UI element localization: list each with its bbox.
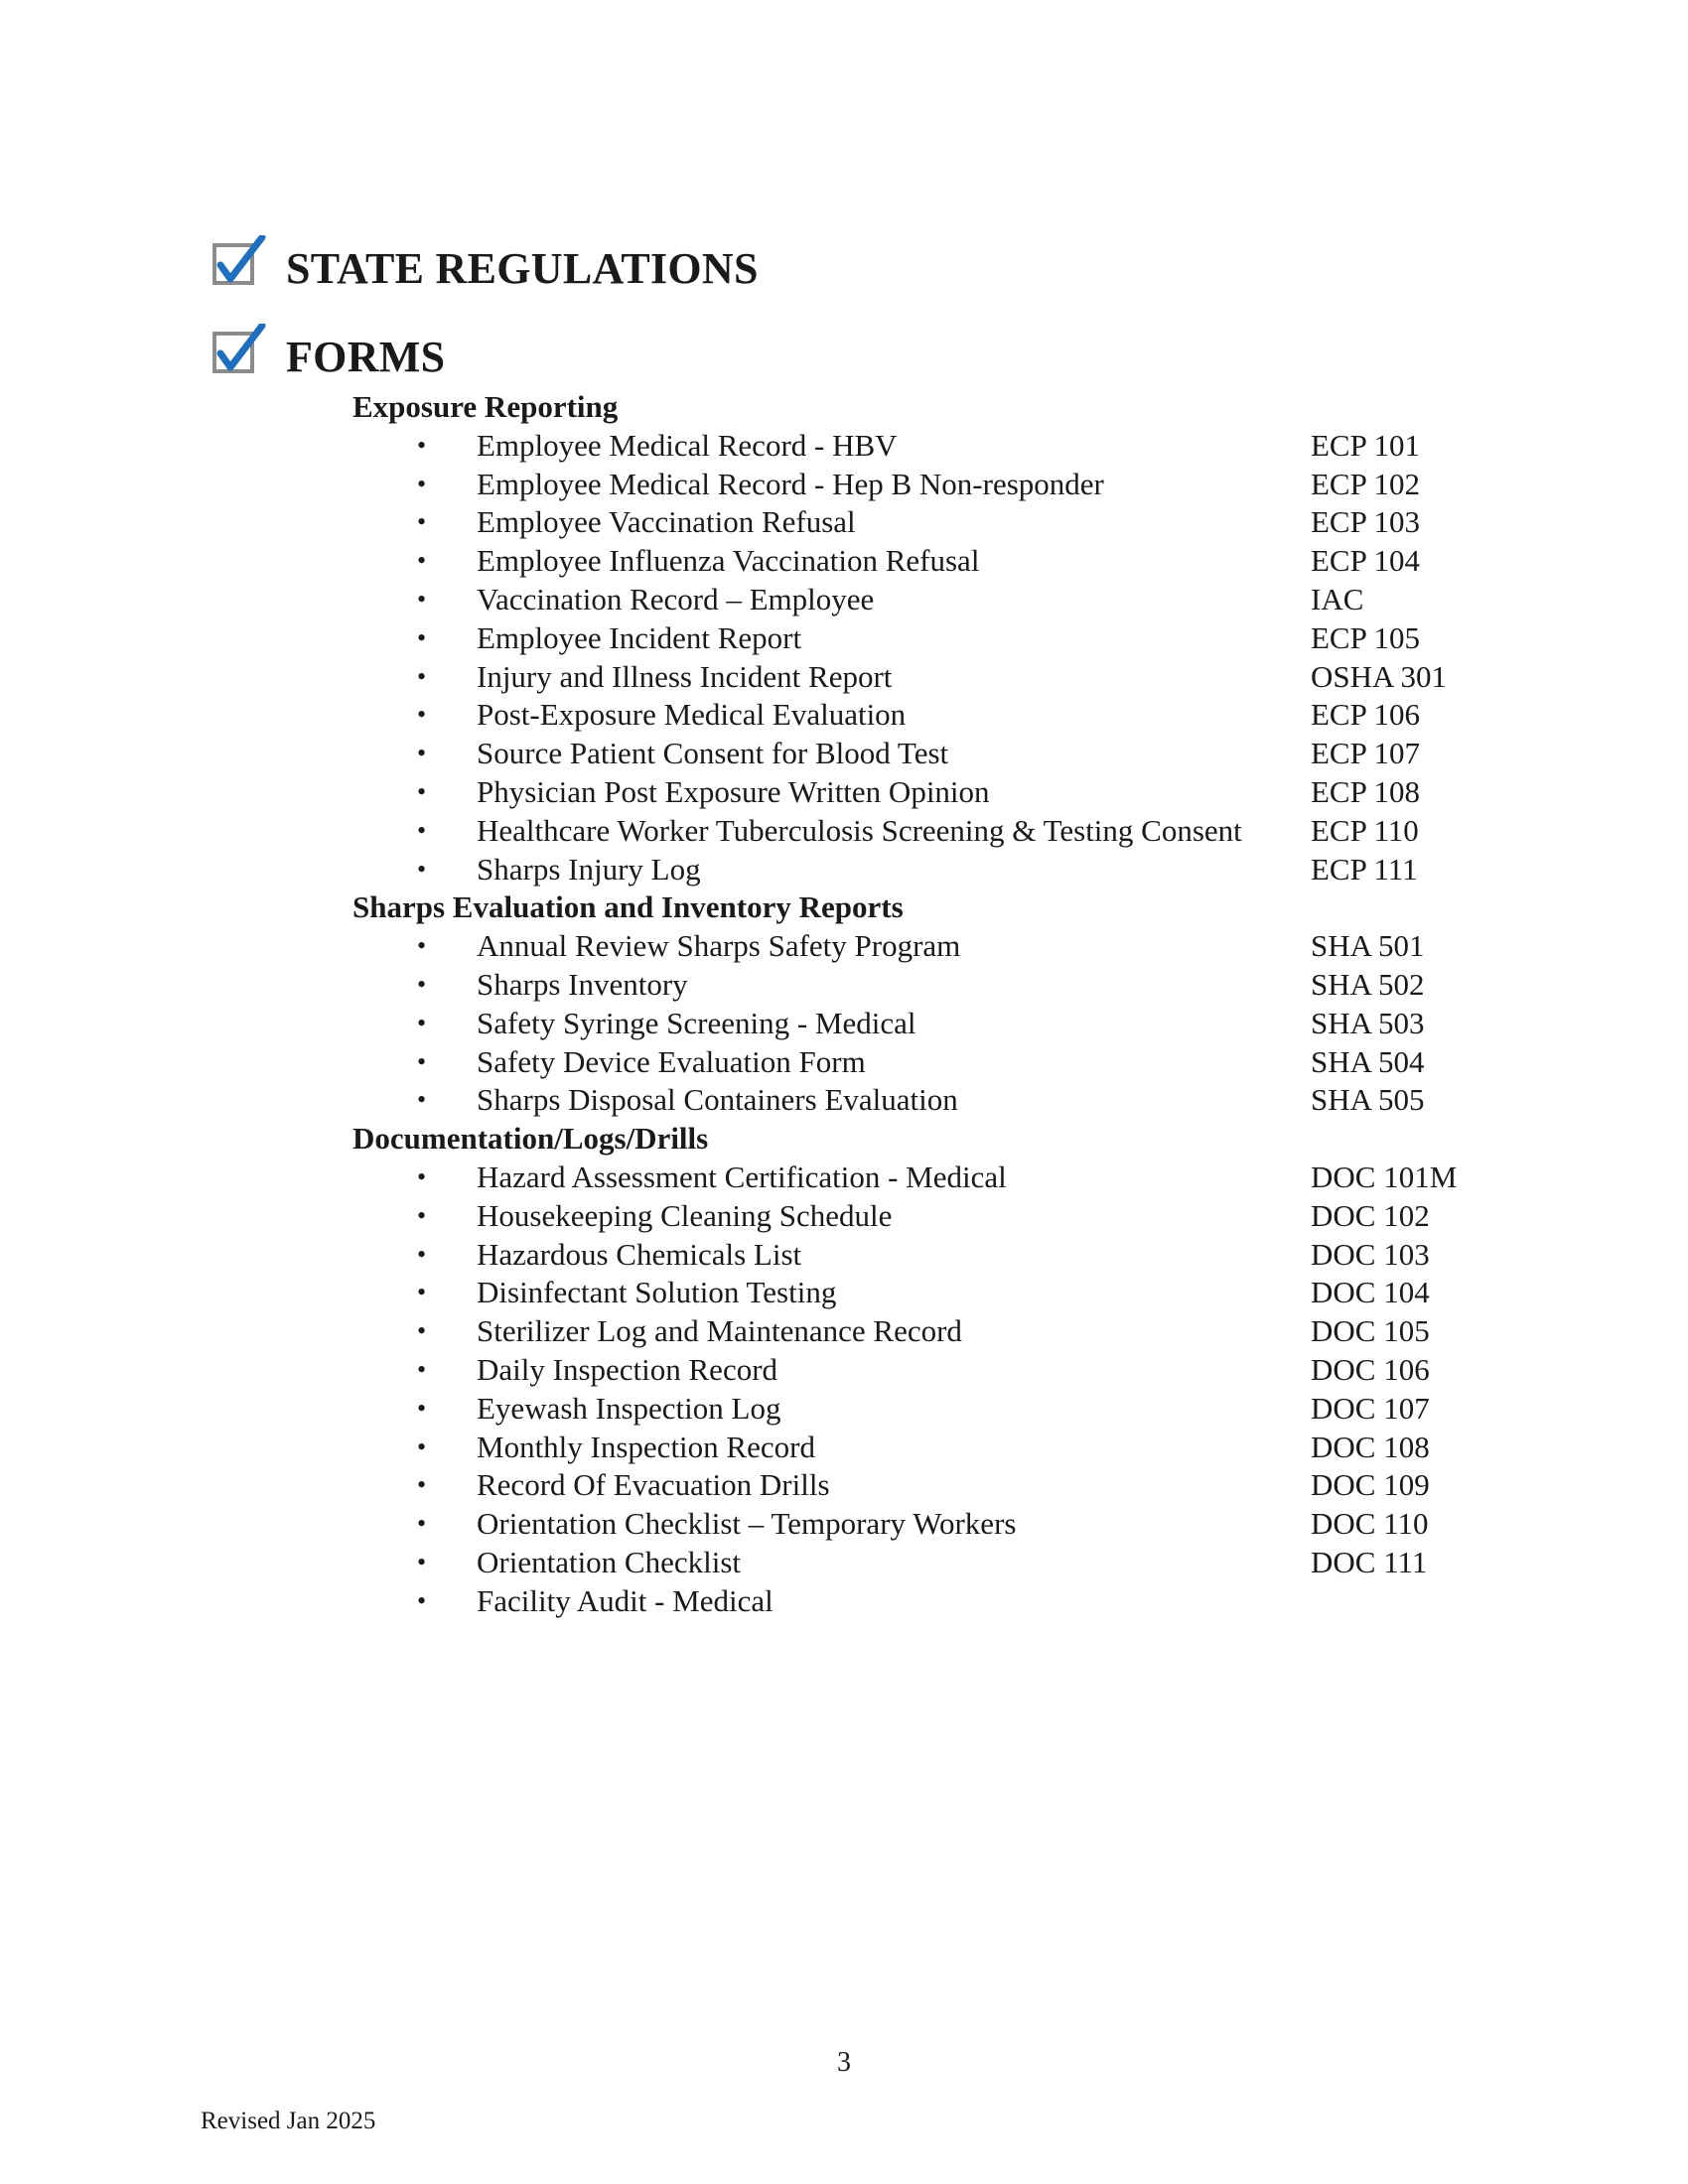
form-name: Daily Inspection Record <box>477 1351 778 1387</box>
form-name: Sharps Injury Log <box>477 851 701 887</box>
list-item <box>352 1429 1544 1467</box>
form-name: Orientation Checklist – Temporary Workers <box>477 1506 1017 1542</box>
forms-title: FORMS <box>286 333 446 381</box>
list-item <box>352 1005 1544 1043</box>
form-name: Employee Medical Record - HBV <box>477 427 898 463</box>
bullet-icon: • <box>417 469 427 498</box>
form-code: ECP 108 <box>1311 773 1420 809</box>
form-name: Employee Influenza Vaccination Refusal <box>477 543 980 579</box>
bullet-icon: • <box>417 1278 427 1307</box>
form-name: Employee Vaccination Refusal <box>477 504 856 540</box>
section-title: Exposure Reporting <box>352 389 619 424</box>
form-name: Safety Device Evaluation Form <box>477 1043 866 1079</box>
bullet-icon: • <box>417 1393 427 1423</box>
bullet-icon: • <box>417 584 427 614</box>
list-item <box>352 1081 1544 1120</box>
checkbox-checked-icon <box>212 235 268 291</box>
forms-heading <box>212 324 445 379</box>
form-code: OSHA 301 <box>1311 658 1447 694</box>
form-name: Orientation Checklist <box>477 1544 742 1579</box>
list-item <box>352 1274 1544 1312</box>
list-item <box>352 696 1544 735</box>
form-code: DOC 104 <box>1311 1275 1430 1310</box>
form-name: Sharps Disposal Containers Evaluation <box>477 1082 958 1118</box>
form-name: Physician Post Exposure Written Opinion <box>477 773 990 809</box>
list-item <box>352 1544 1544 1582</box>
section-title: Documentation/Logs/Drills <box>352 1121 709 1157</box>
list-item <box>352 1582 1544 1621</box>
bullet-icon: • <box>417 1354 427 1384</box>
bullet-icon: • <box>417 1470 427 1500</box>
form-name: Safety Syringe Screening - Medical <box>477 1005 916 1040</box>
form-name: Disinfectant Solution Testing <box>477 1275 837 1310</box>
list-item <box>352 1236 1544 1275</box>
list-item <box>352 542 1544 581</box>
list-item <box>352 1351 1544 1390</box>
page-number: 3 <box>837 2047 851 2078</box>
list-item <box>352 927 1544 966</box>
form-code: ECP 102 <box>1311 466 1420 501</box>
list-item <box>352 966 1544 1005</box>
list-item <box>352 1466 1544 1505</box>
bullet-icon: • <box>417 1509 427 1539</box>
form-code: SHA 502 <box>1311 966 1425 1002</box>
bullet-icon: • <box>417 1585 427 1615</box>
bullet-icon: • <box>417 739 427 768</box>
bullet-icon: • <box>417 1432 427 1461</box>
list-item <box>352 658 1544 697</box>
list-item <box>352 773 1544 812</box>
form-code: DOC 102 <box>1311 1197 1430 1233</box>
bullet-icon: • <box>417 969 427 999</box>
form-code: DOC 107 <box>1311 1390 1430 1426</box>
list-item <box>352 581 1544 619</box>
form-name: Hazardous Chemicals List <box>477 1236 802 1272</box>
form-code: DOC 101M <box>1311 1159 1458 1194</box>
list-item <box>352 1312 1544 1351</box>
form-code: DOC 108 <box>1311 1429 1430 1464</box>
form-code: SHA 501 <box>1311 928 1425 964</box>
list-item <box>352 1505 1544 1544</box>
form-name: Employee Incident Report <box>477 619 802 655</box>
bullet-icon: • <box>417 931 427 961</box>
bullet-icon: • <box>417 854 427 884</box>
bullet-icon: • <box>417 661 427 691</box>
bullet-icon: • <box>417 815 427 845</box>
bullet-icon: • <box>417 546 427 576</box>
bullet-icon: • <box>417 1085 427 1115</box>
list-item <box>352 1197 1544 1236</box>
form-code: SHA 504 <box>1311 1043 1425 1079</box>
form-code: ECP 105 <box>1311 619 1420 655</box>
bullet-icon: • <box>417 700 427 730</box>
form-code: ECP 107 <box>1311 736 1420 771</box>
form-name: Vaccination Record – Employee <box>477 581 875 616</box>
bullet-icon: • <box>417 776 427 806</box>
form-name: Sterilizer Log and Maintenance Record <box>477 1313 962 1349</box>
bullet-icon: • <box>417 1316 427 1346</box>
form-name: Sharps Inventory <box>477 966 688 1002</box>
list-item <box>352 466 1544 504</box>
form-code: DOC 109 <box>1311 1467 1430 1503</box>
list-item <box>352 851 1544 889</box>
form-code: SHA 503 <box>1311 1005 1425 1040</box>
forms-list <box>352 388 1544 1621</box>
list-item <box>352 427 1544 466</box>
form-code: ECP 111 <box>1311 851 1418 887</box>
form-code: SHA 505 <box>1311 1082 1425 1118</box>
form-name: Facility Audit - Medical <box>477 1582 774 1618</box>
form-name: Record Of Evacuation Drills <box>477 1467 830 1503</box>
form-name: Employee Medical Record - Hep B Non-responder <box>477 466 1104 501</box>
form-name: Injury and Illness Incident Report <box>477 658 893 694</box>
list-item <box>352 735 1544 773</box>
state-regulations-title: STATE REGULATIONS <box>286 244 759 293</box>
form-name: Source Patient Consent for Blood Test <box>477 736 949 771</box>
bullet-icon: • <box>417 622 427 652</box>
bullet-icon: • <box>417 1547 427 1576</box>
form-code: DOC 106 <box>1311 1351 1430 1387</box>
bullet-icon: • <box>417 1008 427 1037</box>
form-code: DOC 105 <box>1311 1313 1430 1349</box>
bullet-icon: • <box>417 507 427 537</box>
form-code: IAC <box>1311 581 1364 616</box>
form-name: Healthcare Worker Tuberculosis Screening & Testing Consent <box>477 812 1242 848</box>
form-code: ECP 104 <box>1311 543 1420 579</box>
form-name: Hazard Assessment Certification - Medical <box>477 1159 1007 1194</box>
list-item <box>352 503 1544 542</box>
list-item <box>352 1043 1544 1082</box>
form-code: ECP 101 <box>1311 427 1420 463</box>
form-code: ECP 110 <box>1311 812 1419 848</box>
form-name: Eyewash Inspection Log <box>477 1390 781 1426</box>
revised-date: Revised Jan 2025 <box>201 2108 376 2134</box>
list-item <box>352 1390 1544 1429</box>
form-code: DOC 110 <box>1311 1506 1429 1542</box>
bullet-icon: • <box>417 1239 427 1269</box>
state-regulations-heading <box>212 235 759 291</box>
form-name: Housekeeping Cleaning Schedule <box>477 1197 893 1233</box>
form-code: ECP 106 <box>1311 697 1420 733</box>
form-name: Monthly Inspection Record <box>477 1429 815 1464</box>
bullet-icon: • <box>417 430 427 460</box>
form-code: ECP 103 <box>1311 504 1420 540</box>
section-title: Sharps Evaluation and Inventory Reports <box>352 889 904 925</box>
form-name: Post-Exposure Medical Evaluation <box>477 697 907 733</box>
bullet-icon: • <box>417 1200 427 1230</box>
checkbox-checked-icon <box>212 324 268 379</box>
form-code: DOC 103 <box>1311 1236 1430 1272</box>
form-code: DOC 111 <box>1311 1544 1428 1579</box>
list-item <box>352 619 1544 658</box>
form-name: Annual Review Sharps Safety Program <box>477 928 961 964</box>
list-item <box>352 812 1544 851</box>
list-item <box>352 1159 1544 1197</box>
bullet-icon: • <box>417 1161 427 1191</box>
bullet-icon: • <box>417 1046 427 1076</box>
